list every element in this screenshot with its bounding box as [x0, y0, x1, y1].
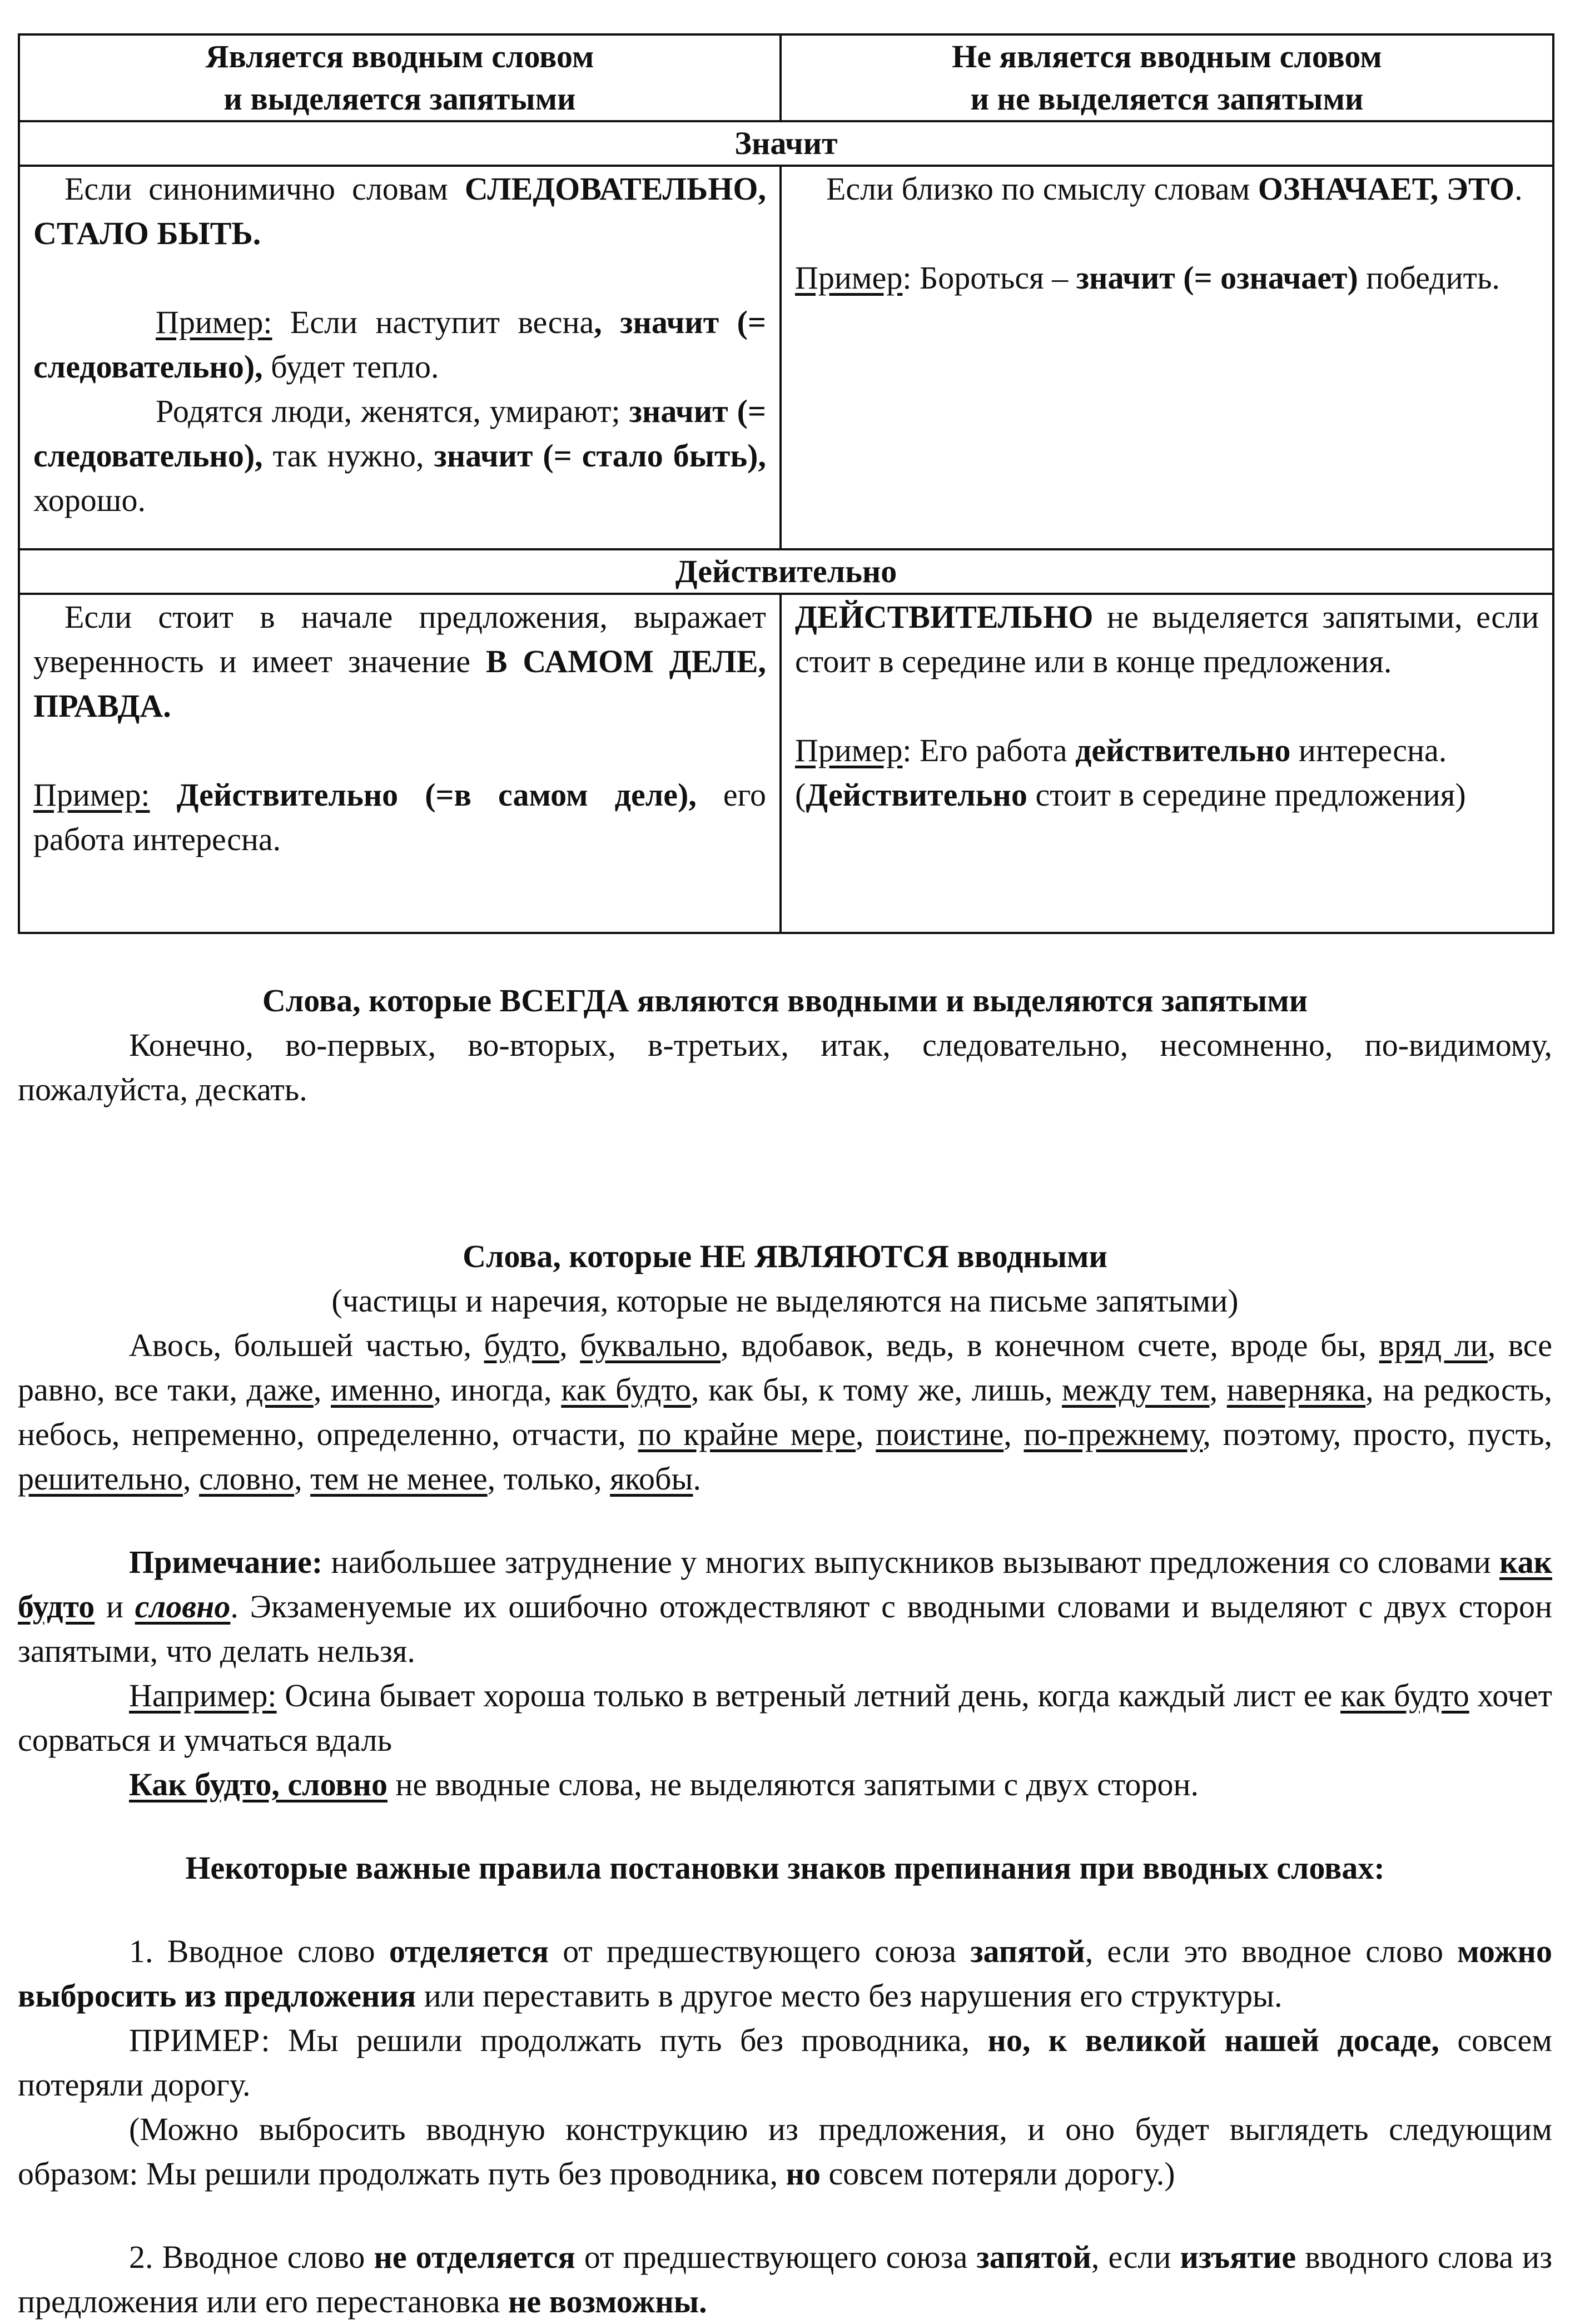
word-text: , [313, 1372, 331, 1408]
deystv-right-note: (Действительно стоит в середине предложения) [795, 777, 1466, 813]
underlined-word: буквально [580, 1327, 721, 1363]
note-section [18, 1540, 1552, 1807]
underlined-word: между тем [1062, 1372, 1210, 1408]
word-text: , все равно, все таки, [18, 1327, 1553, 1408]
word-text: , [182, 1461, 199, 1497]
word-text: Авось, большей частью, [129, 1327, 484, 1363]
underlined-word: тем не менее [310, 1461, 488, 1497]
znachit-left-rule: Если синонимично словам СЛЕДОВАТЕЛЬНО, СТАЛО БЫТЬ. [33, 171, 766, 251]
rule-1-explanation: (Можно выбросить вводную конструкцию из предложения, и оно будет выглядеть следующим образом: Мы решили продолжать путь без проводника, но совсем потеряли дорогу.) [18, 2111, 1552, 2192]
underlined-word: именно [331, 1372, 434, 1408]
rule-1: 1. Вводное слово отделяется от предшествующего союза запятой, если это вводное слово можно выбросить из предложения или переставить в другое место без нарушения его структуры. [18, 1933, 1552, 2014]
col2-header-line1: Не является вводным словом [952, 38, 1382, 75]
never-word-list [18, 1323, 1552, 1501]
word-text: , только, [487, 1461, 610, 1497]
word-text: , [1003, 1416, 1024, 1452]
section-title-znachit: Значит [19, 121, 1553, 166]
underlined-word: поистине [876, 1416, 1004, 1452]
word-text: , на редкость, небось, непременно, определенно, отчасти, [18, 1372, 1553, 1452]
znachit-left-example-1: Пример: Если наступит весна, значит (= следовательно), будет тепло. [33, 304, 766, 385]
znachit-right-cell [781, 166, 1553, 549]
section-title-row [19, 121, 1553, 166]
note-conclusion: Как будто, словно не вводные слова, не выделяются запятыми с двух сторон. [129, 1766, 1199, 1802]
znachit-left-example-2: Родятся люди, женятся, умирают; значит (= следовательно), так нужно, значит (= стало быть), хорошо. [33, 393, 766, 518]
never-introductory-section [18, 1234, 1552, 1501]
znachit-right-example: Пример: Бороться – значит (= означает) победить. [795, 260, 1500, 296]
word-text: . [693, 1461, 701, 1497]
word-text: , вдобавок, ведь, в конечном счете, вроде бы, [721, 1327, 1379, 1363]
underlined-word: как будто [561, 1372, 691, 1408]
always-introductory-section [18, 979, 1552, 1112]
underlined-word: даже [246, 1372, 314, 1408]
rule-1-example: ПРИМЕР: Мы решили продолжать путь без проводника, но, к великой нашей досаде, совсем потеряли дорогу. [18, 2022, 1553, 2103]
underlined-word: будто [484, 1327, 560, 1363]
never-subtitle: (частицы и наречия, которые не выделяются на письме запятыми) [331, 1283, 1239, 1319]
deystv-right-rule: ДЕЙСТВИТЕЛЬНО не выделяется запятыми, если стоит в середине или в конце предложения. [795, 599, 1539, 679]
never-title: Слова, которые НЕ ЯВЛЯЮТСЯ вводными [463, 1238, 1107, 1274]
always-title: Слова, которые ВСЕГДА являются вводными и выделяются запятыми [262, 982, 1308, 1019]
deystv-right-example: Пример: Его работа действительно интересна. [795, 732, 1447, 768]
deystv-right-cell [781, 594, 1553, 933]
deystv-left-example: Пример: Действительно (=в самом деле), его работа интересна. [33, 777, 766, 857]
rules-table [18, 33, 1554, 934]
underlined-word: якобы [610, 1461, 693, 1497]
col2-header-line2: и не выделяется запятыми [970, 81, 1364, 117]
note-paragraph: Примечание: наибольшее затруднение у многих выпускников вызывают предложения со словами как будто и словно. Экзаменуемые их ошибочно отождествляют с вводными словами и выделяют с двух сторон запятыми, что делать нельзя. [18, 1544, 1553, 1669]
znachit-right-rule: Если близко по смыслу словам ОЗНАЧАЕТ, ЭТО. [826, 171, 1523, 207]
underlined-word: наверняка [1226, 1372, 1366, 1408]
col2-header [781, 34, 1553, 121]
note-example: Например: Осина бывает хороша только в ветреный летний день, когда каждый лист ее как будто хочет сорваться и умчаться вдаль [18, 1677, 1552, 1758]
rule-2: 2. Вводное слово не отделяется от предшествующего союза запятой, если изъятие вводного слова из предложения или его перестановка не возможны. [18, 2239, 1552, 2320]
word-text: , иногда, [433, 1372, 562, 1408]
underlined-word: решительно [18, 1461, 183, 1497]
word-text: , как бы, к тому же, лишь, [690, 1372, 1062, 1408]
word-text: , [856, 1416, 876, 1452]
table-header-row [19, 34, 1553, 121]
znachit-left-cell [19, 166, 781, 549]
col1-header-line1: Является вводным словом [205, 38, 594, 75]
underlined-word: по крайне мере [638, 1416, 856, 1452]
word-text: , [1209, 1372, 1227, 1408]
col1-header-line2: и выделяется запятыми [223, 81, 576, 117]
always-list: Конечно, во-первых, во-вторых, в-третьих, итак, следовательно, несомненно, по-видимому, пожалуйста, дескать. [18, 1027, 1552, 1108]
word-text: , поэтому, просто, пусть, [1203, 1416, 1553, 1452]
deystv-left-rule: Если стоит в начале предложения, выражает уверенность и имеет значение В САМОМ ДЕЛЕ, ПРАВДА. [33, 599, 766, 724]
section-title-deystvitelno: Действительно [19, 549, 1553, 594]
rules-section [18, 1846, 1552, 2324]
underlined-word: вряд ли [1379, 1327, 1488, 1363]
deystv-left-cell [19, 594, 781, 933]
underlined-word: по-прежнему [1024, 1416, 1203, 1452]
underlined-word: словно [198, 1461, 295, 1497]
table-row [19, 594, 1553, 933]
rules-title: Некоторые важные правила постановки знаков препинания при вводных словах: [185, 1850, 1385, 1886]
col1-header [19, 34, 781, 121]
word-text: , [559, 1327, 580, 1363]
document-page [18, 33, 1552, 2324]
word-text: , [294, 1461, 311, 1497]
table-row [19, 166, 1553, 549]
section-title-row [19, 549, 1553, 594]
